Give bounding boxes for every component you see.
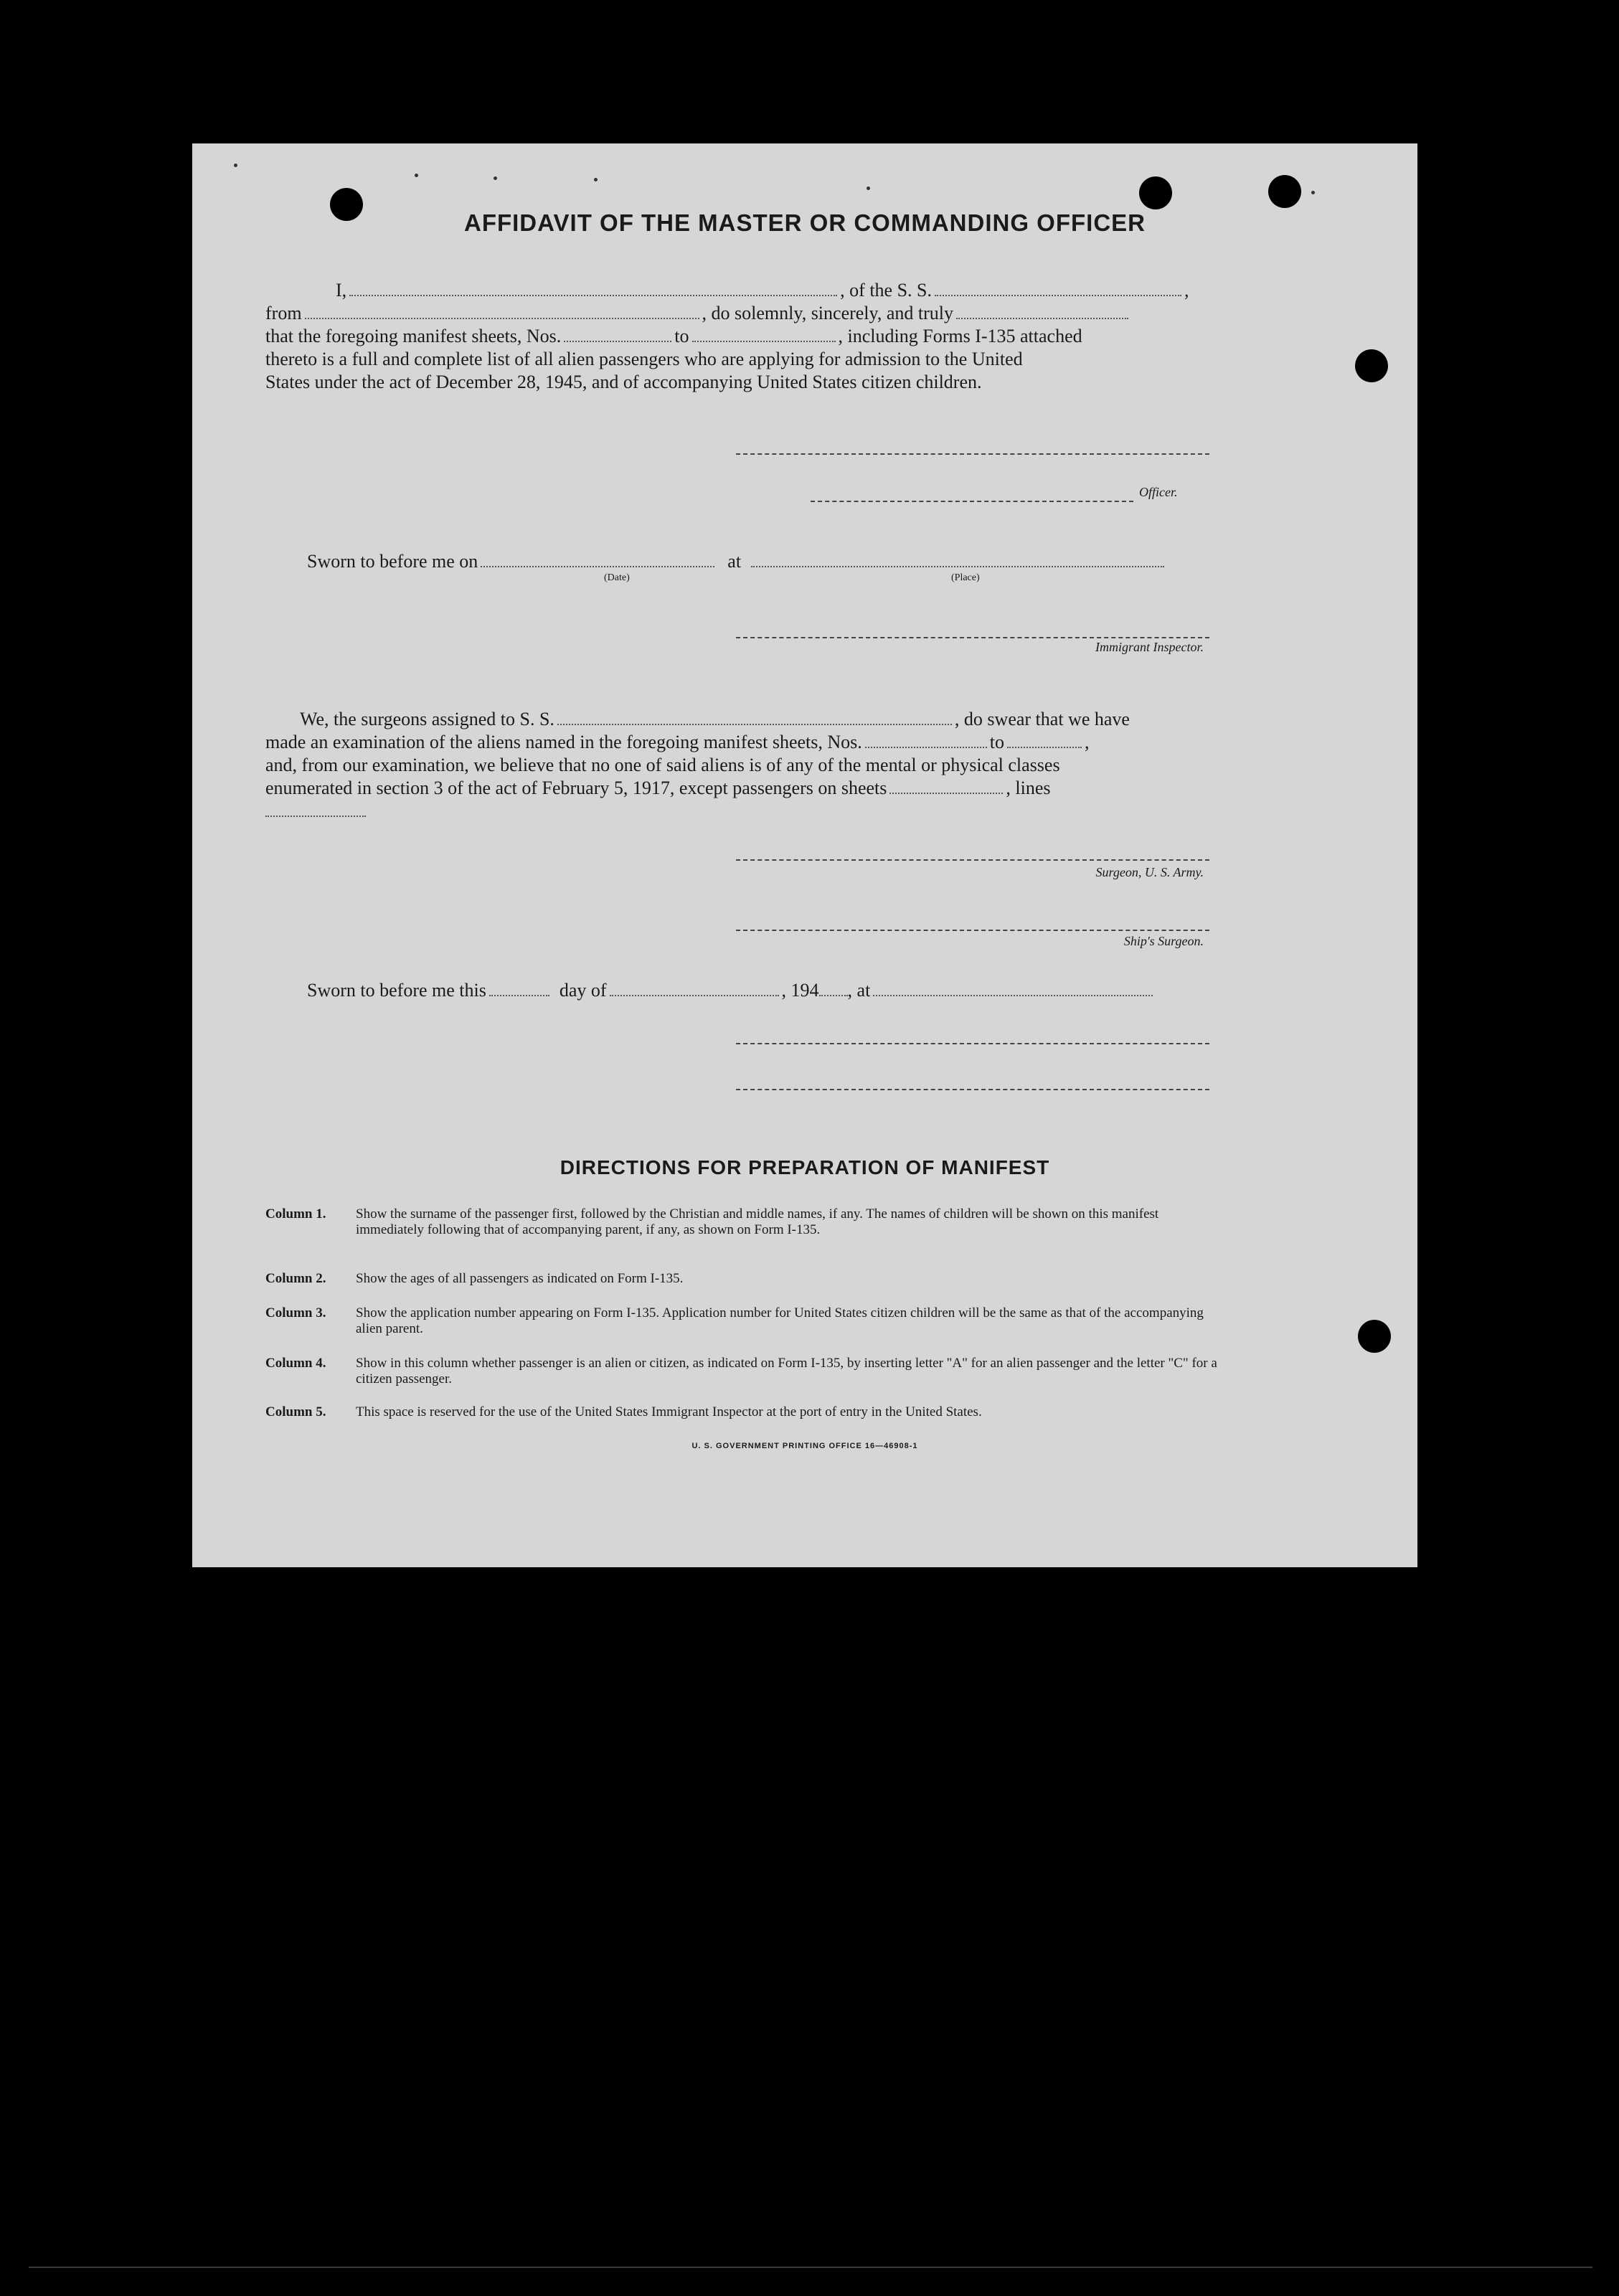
speck (494, 176, 497, 180)
ship-name-field[interactable] (935, 294, 1181, 296)
surgeons-text: , (1085, 732, 1090, 752)
direction-label: Column 4. (265, 1356, 326, 1371)
direction-column-1 (265, 1206, 1219, 1238)
affidavit-text: that the foregoing manifest sheets, Nos. (265, 326, 562, 346)
affidavit-line-2 (265, 303, 1131, 324)
surgeons-text: made an examination of the aliens named in the foregoing manifest sheets, Nos. (265, 732, 862, 752)
date-caption: (Date) (604, 572, 630, 583)
direction-text: Show the surname of the passenger first, followed by the Christian and middle names, if any. The names of children will be shown on this manifest immediately following that of accompanying parent, if any, as shown on Form I-135. (356, 1206, 1159, 1237)
officer-caption: Officer. (1139, 485, 1178, 499)
sworn-line-2 (307, 980, 1156, 1001)
ship-surgeon-caption: Ship's Surgeon. (1123, 934, 1204, 948)
affidavit-text: , of the S. S. (840, 280, 933, 301)
from-port-field[interactable] (305, 317, 699, 319)
affidavit-title: AFFIDAVIT OF THE MASTER OR COMMANDING OFFICER (463, 209, 1146, 236)
ship-surgeon-signature-line[interactable] (736, 930, 1209, 931)
direction-label: Column 3. (265, 1305, 326, 1321)
scan-edge-line (29, 2267, 1592, 2268)
speck (867, 186, 870, 190)
direction-text: Show the ages of all passengers as indicated on Form I-135. (356, 1271, 684, 1286)
affidavit-text: to (674, 326, 689, 346)
sworn-line-1 (307, 551, 1167, 572)
direction-text: Show in this column whether passenger is an alien or citizen, as indicated on Form I-135, by inserting letter "A" for an alien passenger and the letter "C" for a citizen passenger. (356, 1356, 1217, 1386)
affidavit-text: I, (336, 280, 347, 301)
manifest-form-page (192, 143, 1417, 1567)
surgeons-line-5 (265, 800, 366, 822)
speck (594, 178, 598, 181)
surgeons-line-3: and, from our examination, we believe that no one of said aliens is of any of the mental or physical classes (265, 755, 1060, 775)
army-surgeon-signature-line[interactable] (736, 859, 1209, 861)
direction-column-4 (265, 1356, 1219, 1387)
direction-text: This space is reserved for the use of the United States Immigrant Inspector at the port of entry in the United States. (356, 1404, 982, 1419)
direction-label: Column 2. (265, 1271, 326, 1286)
speck (234, 164, 237, 167)
place-caption: (Place) (951, 572, 980, 583)
surgeons-text: enumerated in section 3 of the act of February 5, 1917, except passengers on sheets (265, 778, 887, 798)
sworn-date-field[interactable] (481, 565, 714, 567)
sworn-port-field[interactable] (873, 994, 1153, 996)
speck (1311, 191, 1315, 194)
affidavit-text: from (265, 303, 302, 323)
sworn-year-field[interactable] (819, 994, 848, 996)
affidavit-text: , do solemnly, sincerely, and truly (702, 303, 953, 323)
surgeons-text: , do swear that we have (954, 709, 1130, 729)
affidavit-line-4: thereto is a full and complete list of all alien passengers who are applying for admission to the United (265, 349, 1023, 369)
punch-hole (1358, 1320, 1391, 1353)
printing-office-footer: U. S. GOVERNMENT PRINTING OFFICE 16—46908-1 (692, 1442, 918, 1450)
signature-line[interactable] (736, 1043, 1209, 1044)
sheet-to-field[interactable] (692, 340, 836, 342)
signature-line[interactable] (736, 453, 1209, 455)
officer-signature-line[interactable] (811, 501, 1133, 502)
surgeon-ship-field[interactable] (557, 723, 952, 725)
army-surgeon-caption: Surgeon, U. S. Army. (1095, 865, 1204, 879)
speck (415, 174, 418, 177)
surgeons-line-1 (300, 709, 1130, 730)
affidavit-text: , (1184, 280, 1189, 301)
direction-label: Column 1. (265, 1206, 326, 1222)
surgeon-sheet-from-field[interactable] (865, 746, 987, 748)
sworn-place-field[interactable] (751, 565, 1164, 567)
sworn-text: Sworn to before me on (307, 551, 478, 572)
sworn-text: , 194 (781, 980, 819, 1001)
direction-text: Show the application number appearing on Form I-135. Application number for United States citizen children will be the same as that of the accompanying alien parent. (356, 1305, 1204, 1336)
punch-hole (1139, 176, 1172, 209)
oath-blank-field[interactable] (956, 317, 1128, 319)
signature-line[interactable] (736, 1089, 1209, 1090)
direction-column-2 (265, 1271, 1219, 1287)
direction-column-5 (265, 1404, 1219, 1420)
sworn-text: day of (559, 980, 607, 1001)
affidavit-text: , including Forms I-135 attached (838, 326, 1082, 346)
exception-sheets-field[interactable] (889, 792, 1003, 794)
affidavit-line-3 (265, 326, 1082, 347)
directions-title: DIRECTIONS FOR PREPARATION OF MANIFEST (560, 1156, 1050, 1178)
inspector-signature-line[interactable] (736, 637, 1209, 638)
exception-lines-field[interactable] (265, 815, 366, 817)
affidavit-line-5: States under the act of December 28, 1945, and of accompanying United States citizen children. (265, 372, 982, 392)
sworn-day-field[interactable] (489, 994, 549, 996)
inspector-caption: Immigrant Inspector. (1095, 640, 1204, 654)
punch-hole (1355, 349, 1388, 382)
sworn-month-field[interactable] (610, 994, 779, 996)
surgeon-sheet-to-field[interactable] (1007, 746, 1082, 748)
direction-label: Column 5. (265, 1404, 326, 1419)
sworn-text: Sworn to before me this (307, 980, 486, 1001)
sworn-text: at (727, 551, 742, 572)
surgeons-line-4 (265, 778, 1051, 799)
master-name-field[interactable] (349, 294, 837, 296)
surgeons-text: We, the surgeons assigned to S. S. (300, 709, 554, 729)
surgeons-line-2 (265, 732, 1090, 753)
surgeons-text: , lines (1006, 778, 1051, 798)
direction-column-3 (265, 1305, 1219, 1337)
sheet-from-field[interactable] (564, 340, 671, 342)
sworn-text: , at (847, 980, 871, 1001)
punch-hole (1268, 175, 1301, 208)
surgeons-text: to (989, 732, 1004, 752)
affidavit-line-1 (301, 280, 1189, 301)
